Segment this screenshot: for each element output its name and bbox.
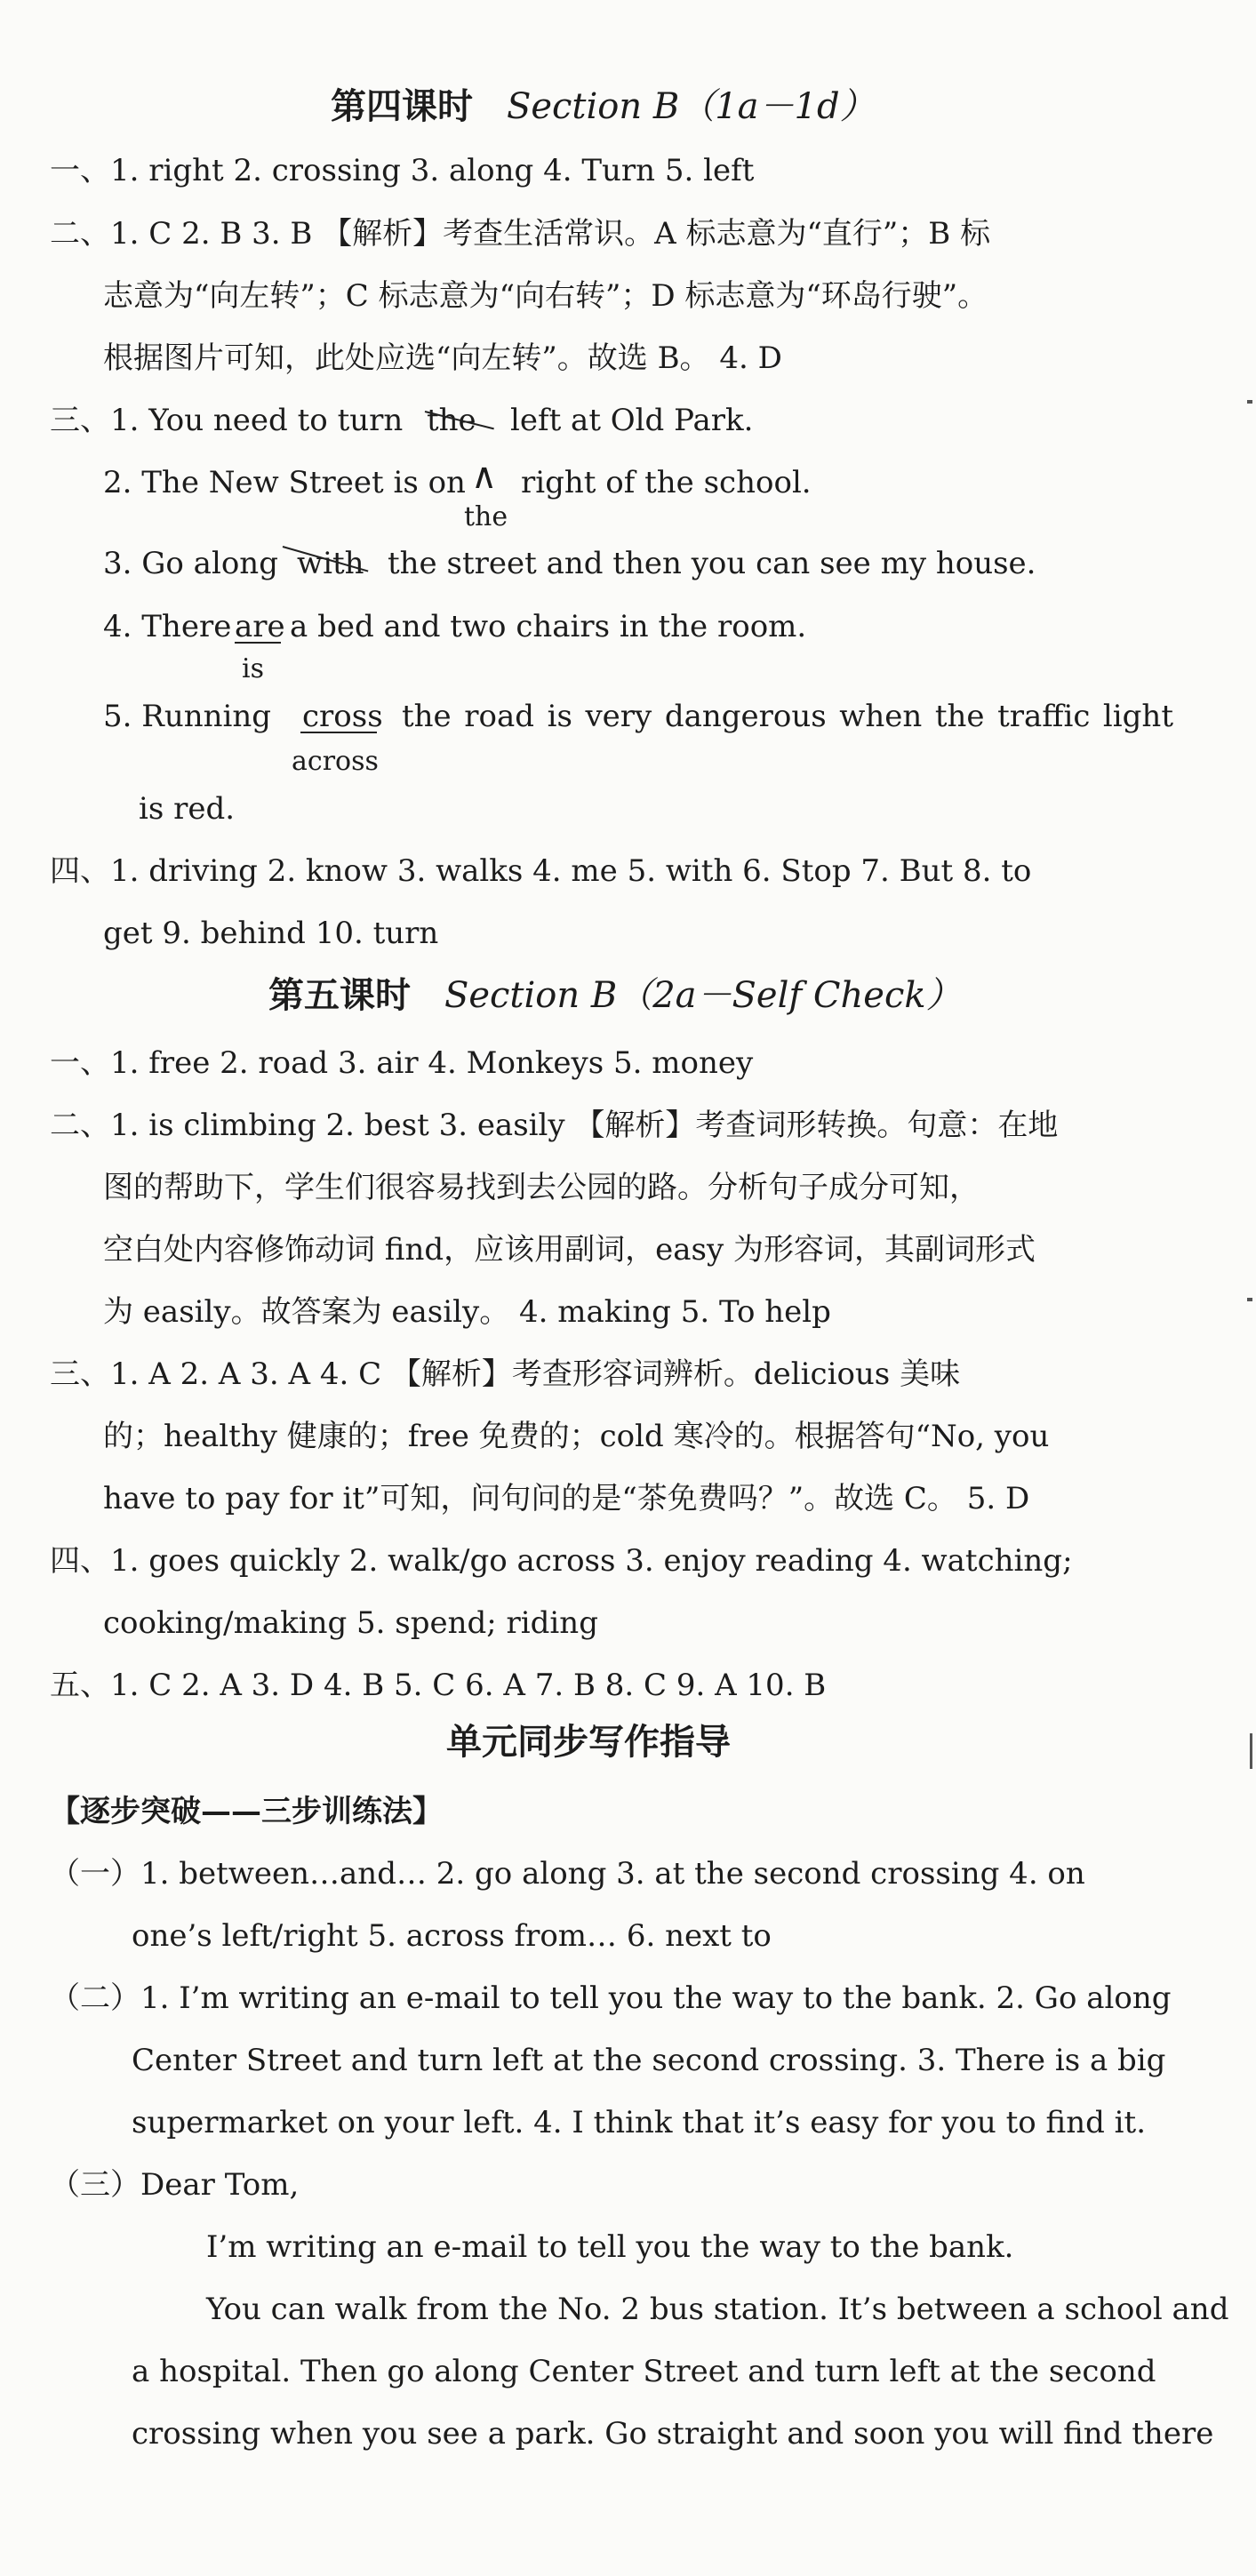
lesson4-part4-line2: get 9. behind 10. turn [103,916,439,951]
lesson4-part3-item4-start: 4. There [103,609,232,644]
lesson4-part3-item1-start: 三、1. You need to turn [50,403,404,438]
lesson5-part5: 五、1. C 2. A 3. D 4. B 5. C 6. A 7. B 8. C 9. A 10. B [50,1668,827,1703]
scan-edge-mark [1247,1298,1252,1301]
writing-step3-line5: crossing when you see a park. Go straight and soon you will find there [132,2416,1214,2452]
lesson5-part2-line2: 图的帮助下，学生们很容易找到去公园的路。分析句子成分可知， [103,1170,980,1205]
underline-mark [235,642,281,644]
lesson4-title: 第四课时 [331,85,473,127]
lesson4-part3-item4-wrong-word: are [235,609,285,644]
lesson5-part4-line1: 四、1. goes quickly 2. walk/go across 3. enjoy reading 4. watching; [50,1543,1073,1579]
writing-step2-line2: Center Street and turn left at the second crossing. 3. There is a big [132,2043,1166,2078]
lesson4-part4-line1: 四、1. driving 2. know 3. walks 4. me 5. with 6. Stop 7. But 8. to [50,853,1032,889]
writing-step3-salutation: （三）Dear Tom, [50,2167,300,2203]
lesson4-part3-item5-wrong-word: cross [302,699,383,734]
lesson4-part3-item2-end: right of the school. [521,465,812,500]
lesson4-part3-item2-insertion: the [464,501,508,532]
lesson4-part3-item5-cont: is red. [139,791,236,827]
writing-section-title: 【逐步突破——三步训练法】 [50,1794,443,1829]
lesson4-part3-item4-end: a bed and two chairs in the room. [290,609,807,644]
lesson4-part3-item5-end: the road is very dangerous when the traffic light [402,699,1173,734]
lesson4-part3-item2-start: 2. The New Street is on [103,465,466,500]
lesson5-part2-line3: 空白处内容修饰动词 find，应该用副词，easy 为形容词，其副词形式 [103,1232,1036,1268]
lesson5-part2-line1: 二、1. is climbing 2. best 3. easily 【解析】考查词形转换。句意：在地 [50,1108,1059,1143]
lesson5-part1: 一、1. free 2. road 3. air 4. Monkeys 5. money [50,1045,754,1081]
lesson4-part2-line2: 志意为“向左转”；C 标志意为“向右转”；D 标志意为“环岛行驶”。 [103,278,988,314]
scan-edge-mark [1250,1733,1252,1769]
writing-step1-line1: （一）1. between…and… 2. go along 3. at the second crossing 4. on [50,1856,1085,1892]
lesson4-part3-item4-correction: is [242,653,264,684]
writing-step1-line2: one’s left/right 5. across from… 6. next to [132,1918,772,1954]
lesson5-heading [268,974,962,1017]
writing-step2-line1: （二）1. I’m writing an e-mail to tell you the way to the bank. 2. Go along [50,1980,1172,2016]
lesson4-part3-item5-correction: across [292,746,379,777]
lesson4-part3-item3-end: the street and then you can see my house. [388,546,1036,581]
lesson4-part3-item1-struck-word: the [427,403,476,438]
lesson4-part3-item3-struck-word: with [297,546,364,581]
lesson4-part3-item3-start: 3. Go along [103,546,278,581]
writing-title: 单元同步写作指导 [446,1721,731,1763]
lesson4-part2-line1: 二、1. C 2. B 3. B 【解析】考查生活常识。A 标志意为“直行”；B 标 [50,216,991,252]
lesson5-part3-line3: have to pay for it”可知，问句问的是“茶免费吗？”。故选 C。 5. D [103,1481,1030,1516]
writing-step3-line3: You can walk from the No. 2 bus station. It’s between a school and [206,2292,1229,2327]
lesson5-part3-line1: 三、1. A 2. A 3. A 4. C 【解析】考查形容词辨析。delicious 美味 [50,1356,961,1392]
lesson4-heading [331,85,876,128]
writing-step3-line4: a hospital. Then go along Center Street and turn left at the second [132,2354,1156,2389]
lesson4-subtitle: Section B（1a－1d） [506,86,876,127]
lesson5-part3-line2: 的；healthy 健康的；free 免费的；cold 寒冷的。根据答句“No, you [103,1419,1050,1454]
lesson4-part2-line3: 根据图片可知，此处应选“向左转”。故选 B。 4. D [103,340,782,376]
writing-step2-line3: supermarket on your left. 4. I think that it’s easy for you to find it. [132,2105,1147,2140]
lesson4-part3-item5-start: 5. Running [103,699,272,734]
underline-mark [300,732,377,733]
lesson5-part4-line2: cooking/making 5. spend; riding [103,1605,598,1641]
lesson5-subtitle: Section B（2a－Self Check） [444,975,962,1016]
scan-edge-mark [1247,400,1252,404]
lesson5-part2-line4: 为 easily。故答案为 easily。 4. making 5. To help [103,1294,831,1330]
lesson4-part1: 一、1. right 2. crossing 3. along 4. Turn 5. left [50,153,755,188]
insert-caret-icon: ∧ [471,456,498,497]
writing-step3-line2: I’m writing an e-mail to tell you the way to the bank. [206,2229,1014,2265]
lesson4-part3-item1-end: left at Old Park. [510,403,754,438]
lesson5-title: 第五课时 [268,974,411,1016]
